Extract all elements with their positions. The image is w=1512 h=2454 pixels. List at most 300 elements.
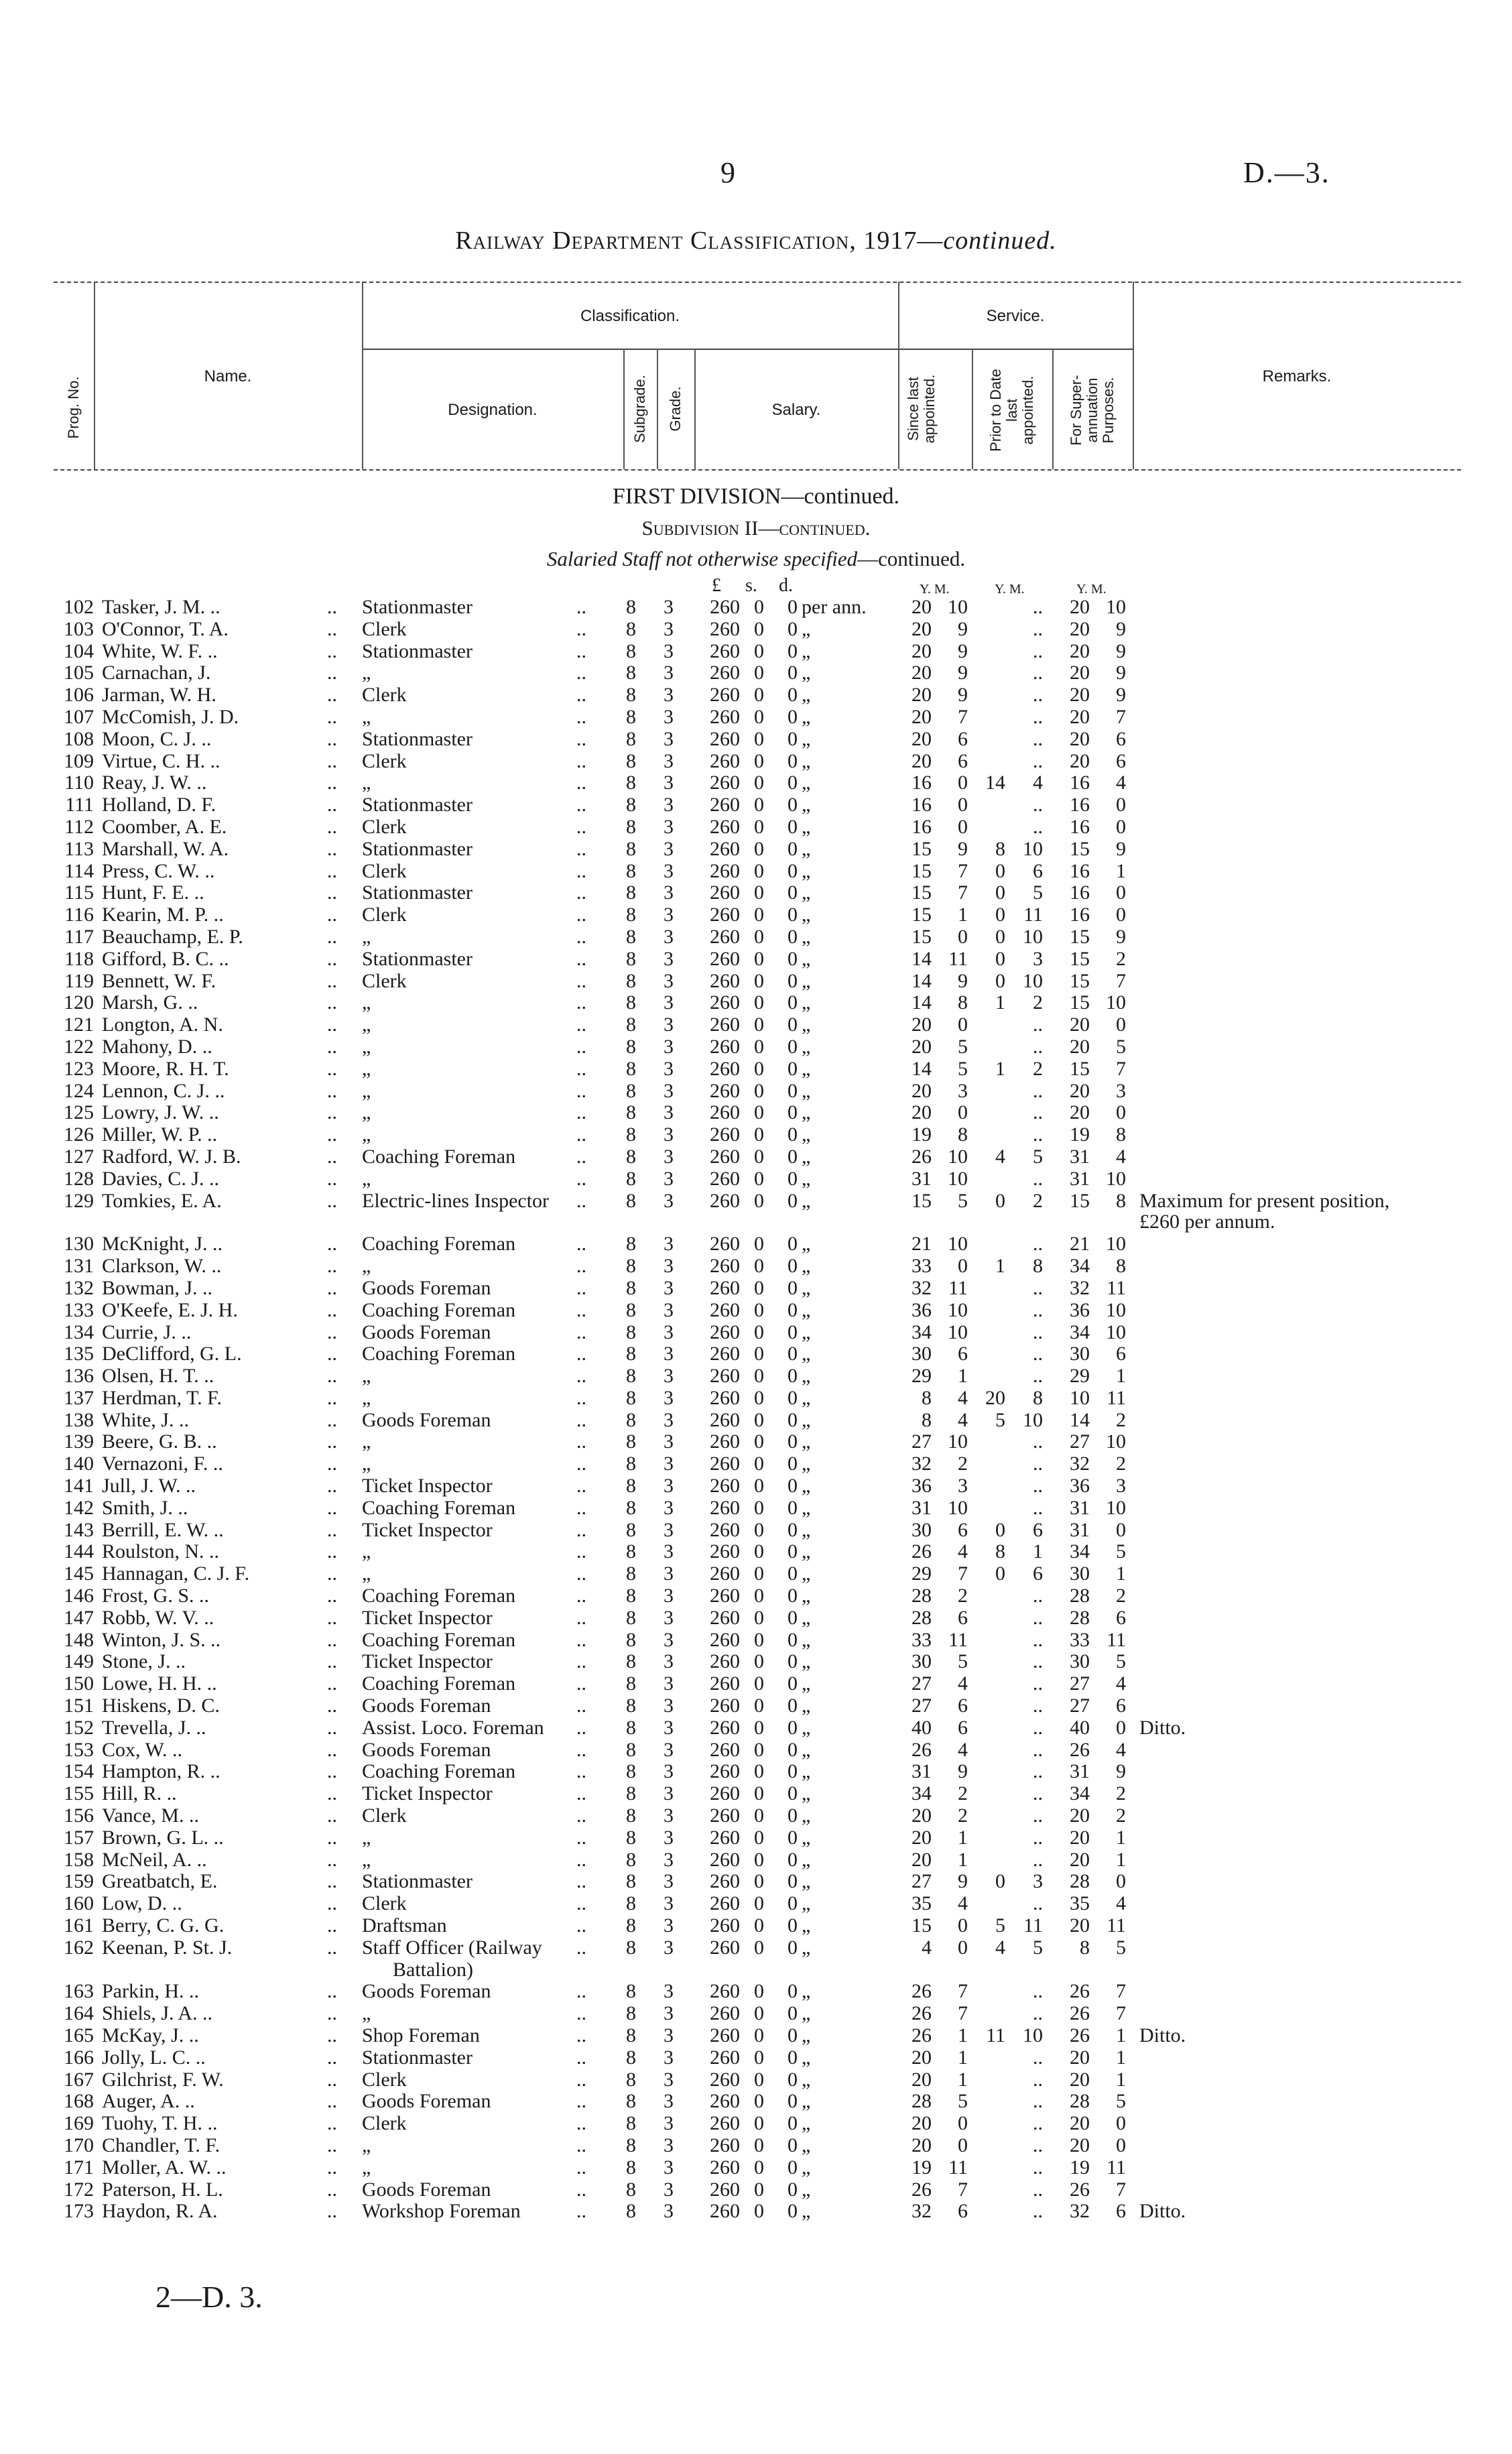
row-salary-per: „ xyxy=(802,1408,811,1431)
row-prog-no: 167 xyxy=(64,2068,94,2091)
row-super-months: 0 xyxy=(1116,1014,1126,1036)
row-leader: .. xyxy=(576,1870,586,1893)
table-row xyxy=(0,1475,1512,1497)
row-designation: „ xyxy=(362,1035,371,1058)
row-designation: Goods Foreman xyxy=(362,2178,491,2201)
row-grade: 3 xyxy=(664,1980,674,2003)
row-leader: .. xyxy=(576,1585,586,1607)
row-salary-pence: 0 xyxy=(788,2002,798,2025)
row-prior-months: 11 xyxy=(1023,1914,1043,1937)
row-salary-shillings: 0 xyxy=(754,881,764,904)
row-super-months: 4 xyxy=(1116,772,1126,794)
row-since-years: 32 xyxy=(911,2200,932,2223)
row-salary-pence: 0 xyxy=(788,1606,798,1629)
row-salary-per: „ xyxy=(802,1585,811,1607)
row-super-years: 19 xyxy=(1070,2156,1090,2179)
row-since-years: 20 xyxy=(911,617,932,640)
table-row xyxy=(0,1014,1512,1036)
row-prog-no: 143 xyxy=(64,1518,94,1541)
row-prior-months: 10 xyxy=(1023,969,1043,992)
row-name: O'Keefe, E. J. H. xyxy=(102,1298,238,1321)
row-salary-pence: 0 xyxy=(788,1695,798,1717)
row-salary-shillings: 0 xyxy=(754,1716,764,1739)
table-row xyxy=(0,597,1512,619)
row-prog-no: 137 xyxy=(64,1386,94,1409)
row-prog-no: 149 xyxy=(64,1650,94,1673)
row-salary-per: „ xyxy=(802,1650,811,1673)
table-row xyxy=(0,1585,1512,1607)
row-prior-years: 4 xyxy=(995,1145,1005,1168)
row-salary-pounds: 260 xyxy=(710,1980,740,2003)
row-name: Jull, J. W. .. xyxy=(102,1475,196,1497)
row-salary-pounds: 260 xyxy=(710,1453,740,1475)
row-leader: .. xyxy=(576,2156,586,2179)
row-prog-no: 126 xyxy=(64,1123,94,1146)
row-grade: 3 xyxy=(664,2068,674,2091)
row-salary-pence: 0 xyxy=(788,1936,798,1959)
row-salary-shillings: 0 xyxy=(754,1321,764,1343)
row-since-months: 9 xyxy=(958,1760,968,1783)
row-prior-months: 11 xyxy=(1023,904,1043,926)
row-prior-months: .. xyxy=(1033,1606,1043,1629)
row-designation: „ xyxy=(362,2156,371,2179)
row-super-months: 7 xyxy=(1116,1057,1126,1080)
table-row xyxy=(0,1761,1512,1783)
row-leader: .. xyxy=(576,1496,586,1519)
row-leader: .. xyxy=(576,1475,586,1497)
row-grade: 3 xyxy=(664,1035,674,1058)
row-super-months: 2 xyxy=(1116,1453,1126,1475)
row-leader: .. xyxy=(327,2178,337,2201)
row-salary-pounds: 260 xyxy=(710,2090,740,2113)
row-subgrade: 8 xyxy=(626,1079,636,1102)
row-leader: .. xyxy=(576,1804,586,1827)
table-row xyxy=(0,1233,1512,1255)
row-super-years: 15 xyxy=(1070,1057,1090,1080)
row-super-years: 26 xyxy=(1070,2178,1090,2201)
row-salary-pounds: 260 xyxy=(710,617,740,640)
row-super-months: 10 xyxy=(1106,1496,1126,1519)
row-salary-per: „ xyxy=(802,1343,811,1365)
row-subgrade: 8 xyxy=(626,1980,636,2003)
row-grade: 3 xyxy=(664,837,674,860)
row-since-months: 1 xyxy=(958,2046,968,2069)
row-leader: .. xyxy=(327,1826,337,1849)
row-salary-pounds: 260 xyxy=(710,1321,740,1343)
row-salary-per: „ xyxy=(802,1826,811,1849)
row-designation: „ xyxy=(362,1386,371,1409)
row-name: Jarman, W. H. xyxy=(102,684,216,707)
row-since-months: 10 xyxy=(948,1430,968,1453)
row-prior-months: .. xyxy=(1033,2178,1043,2201)
row-prog-no: 173 xyxy=(64,2200,94,2223)
row-leader: .. xyxy=(327,1475,337,1497)
row-super-years: 16 xyxy=(1070,772,1090,794)
unit-pounds: £ xyxy=(712,575,721,596)
table-row xyxy=(0,1388,1512,1410)
row-leader: .. xyxy=(576,2178,586,2201)
table-row xyxy=(0,1937,1512,1959)
row-subgrade: 8 xyxy=(626,1321,636,1343)
row-leader: .. xyxy=(327,705,337,728)
row-salary-per: „ xyxy=(802,1628,811,1651)
row-prior-months: .. xyxy=(1033,1695,1043,1717)
row-salary-shillings: 0 xyxy=(754,1145,764,1168)
row-subgrade: 8 xyxy=(626,1738,636,1761)
row-prior-months: .. xyxy=(1033,1298,1043,1321)
row-prior-years: 1 xyxy=(995,1255,1005,1278)
row-grade: 3 xyxy=(664,749,674,772)
row-super-years: 19 xyxy=(1070,1123,1090,1146)
row-salary-pounds: 260 xyxy=(710,1562,740,1585)
staff-table-body xyxy=(0,597,1512,2223)
row-designation: Stationmaster xyxy=(362,947,472,970)
table-row xyxy=(0,926,1512,948)
row-salary-pounds: 260 xyxy=(710,684,740,707)
row-salary-pounds: 260 xyxy=(710,815,740,838)
row-super-years: 34 xyxy=(1070,1321,1090,1343)
row-prog-no: 116 xyxy=(64,904,94,926)
row-grade: 3 xyxy=(664,1848,674,1871)
header-prog-no: Prog. No. xyxy=(65,376,82,439)
row-salary-per: „ xyxy=(802,1365,811,1388)
row-leader: .. xyxy=(327,1540,337,1563)
table-row xyxy=(0,1497,1512,1520)
row-leader: .. xyxy=(327,1848,337,1871)
row-name: McNeil, A. .. xyxy=(102,1848,207,1871)
row-grade: 3 xyxy=(664,1540,674,1563)
row-designation: „ xyxy=(362,2002,371,2025)
row-prior-months: .. xyxy=(1033,1101,1043,1124)
row-super-months: 10 xyxy=(1106,1321,1126,1343)
row-super-months: 9 xyxy=(1116,1760,1126,1783)
row-salary-pence: 0 xyxy=(788,1145,798,1168)
row-prior-months: .. xyxy=(1033,1760,1043,1783)
row-leader: .. xyxy=(576,881,586,904)
footer-signature: 2—D. 3. xyxy=(155,2280,263,2314)
row-salary-pounds: 260 xyxy=(710,2112,740,2135)
row-prior-years: 5 xyxy=(995,1914,1005,1937)
row-subgrade: 8 xyxy=(626,1343,636,1365)
row-salary-pounds: 260 xyxy=(710,1650,740,1673)
row-grade: 3 xyxy=(664,1672,674,1695)
row-leader: .. xyxy=(576,904,586,926)
row-since-months: 8 xyxy=(958,1123,968,1146)
row-salary-per: „ xyxy=(802,1145,811,1168)
row-salary-shillings: 0 xyxy=(754,1804,764,1827)
row-super-months: 11 xyxy=(1107,1276,1126,1299)
row-super-months: 4 xyxy=(1116,1892,1126,1915)
row-designation: „ xyxy=(362,1848,371,1871)
row-since-years: 29 xyxy=(911,1562,932,1585)
row-subgrade: 8 xyxy=(626,1672,636,1695)
row-since-months: 6 xyxy=(958,1343,968,1365)
row-name: Auger, A. .. xyxy=(102,2090,195,2113)
row-since-months: 10 xyxy=(948,1298,968,1321)
row-salary-per: „ xyxy=(802,2200,811,2223)
row-salary-shillings: 0 xyxy=(754,1518,764,1541)
row-salary-pounds: 260 xyxy=(710,1276,740,1299)
row-designation: Ticket Inspector xyxy=(362,1782,493,1805)
row-prog-no: 120 xyxy=(64,991,94,1014)
row-salary-shillings: 0 xyxy=(754,1606,764,1629)
row-designation: Electric-lines Inspector xyxy=(362,1189,550,1212)
row-since-years: 28 xyxy=(911,2090,932,2113)
row-subgrade: 8 xyxy=(626,2134,636,2156)
row-name: Lowe, H. H. .. xyxy=(102,1672,217,1695)
row-salary-pence: 0 xyxy=(788,1123,798,1146)
row-salary-per: „ xyxy=(802,1518,811,1541)
row-subgrade: 8 xyxy=(626,1585,636,1607)
row-designation: Ticket Inspector xyxy=(362,1518,493,1541)
row-leader: .. xyxy=(327,1123,337,1146)
row-leader: .. xyxy=(576,1408,586,1431)
row-since-years: 28 xyxy=(911,1585,932,1607)
table-row xyxy=(0,1431,1512,1453)
row-designation: Clerk xyxy=(362,749,407,772)
row-salary-per: „ xyxy=(802,2178,811,2201)
row-salary-pence: 0 xyxy=(788,1298,798,1321)
row-grade: 3 xyxy=(664,2156,674,2179)
row-designation: „ xyxy=(362,1101,371,1124)
row-since-months: 0 xyxy=(958,2112,968,2135)
table-row xyxy=(0,751,1512,773)
row-prior-years: 0 xyxy=(995,881,1005,904)
row-prog-no: 169 xyxy=(64,2112,94,2135)
table-row xyxy=(0,684,1512,707)
row-salary-shillings: 0 xyxy=(754,2090,764,2113)
row-super-months: 0 xyxy=(1116,2112,1126,2135)
row-prog-no: 136 xyxy=(64,1365,94,1388)
row-salary-per: „ xyxy=(802,1892,811,1915)
row-designation: „ xyxy=(362,1057,371,1080)
row-name: Berry, C. G. G. xyxy=(102,1914,225,1937)
row-salary-pence: 0 xyxy=(788,904,798,926)
unit-ym-since: Y. M. xyxy=(920,582,950,597)
row-subgrade: 8 xyxy=(626,1695,636,1717)
row-since-months: 7 xyxy=(958,1562,968,1585)
row-super-years: 14 xyxy=(1070,1408,1090,1431)
row-prog-no: 141 xyxy=(64,1475,94,1497)
row-grade: 3 xyxy=(664,1475,674,1497)
row-since-years: 26 xyxy=(911,2178,932,2201)
row-salary-pounds: 260 xyxy=(710,1057,740,1080)
table-row xyxy=(0,2003,1512,2025)
row-super-months: 2 xyxy=(1116,947,1126,970)
row-super-years: 20 xyxy=(1070,1804,1090,1827)
row-name: McComish, J. D. xyxy=(102,705,239,728)
row-super-months: 2 xyxy=(1116,1585,1126,1607)
row-since-years: 15 xyxy=(911,1189,932,1212)
table-row xyxy=(0,839,1512,861)
row-leader: .. xyxy=(327,1518,337,1541)
row-designation: Clerk xyxy=(362,815,407,838)
row-salary-shillings: 0 xyxy=(754,815,764,838)
row-leader: .. xyxy=(576,705,586,728)
table-row xyxy=(0,729,1512,751)
header-classification: Classification. xyxy=(580,307,680,325)
row-prior-years: 14 xyxy=(985,772,1005,794)
row-prior-months: .. xyxy=(1033,1716,1043,1739)
row-designation: Stationmaster xyxy=(362,794,472,816)
table-row xyxy=(0,1124,1512,1146)
row-name: Smith, J. .. xyxy=(102,1496,188,1519)
row-salary-per: „ xyxy=(802,1475,811,1497)
row-designation: Clerk xyxy=(362,859,407,882)
row-designation-continued: Battalion) xyxy=(393,1958,473,1981)
row-subgrade: 8 xyxy=(626,1892,636,1915)
row-name: Herdman, T. F. xyxy=(102,1386,222,1409)
row-salary-shillings: 0 xyxy=(754,1365,764,1388)
row-salary-pounds: 260 xyxy=(710,1870,740,1893)
row-salary-shillings: 0 xyxy=(754,969,764,992)
row-salary-per: „ xyxy=(802,2068,811,2091)
row-grade: 3 xyxy=(664,925,674,948)
row-subgrade: 8 xyxy=(626,1167,636,1190)
row-since-months: 2 xyxy=(958,1804,968,1827)
row-salary-pounds: 260 xyxy=(710,727,740,750)
table-row xyxy=(0,1717,1512,1739)
row-super-months: 0 xyxy=(1116,1101,1126,1124)
row-leader: .. xyxy=(576,925,586,948)
row-salary-pounds: 260 xyxy=(710,1386,740,1409)
row-name: Reay, J. W. .. xyxy=(102,772,207,794)
row-leader: .. xyxy=(327,1408,337,1431)
row-prior-months: .. xyxy=(1033,705,1043,728)
row-since-years: 30 xyxy=(911,1343,932,1365)
row-subgrade: 8 xyxy=(626,2068,636,2091)
row-subgrade: 8 xyxy=(626,1606,636,1629)
row-designation: „ xyxy=(362,1430,371,1453)
row-salary-pence: 0 xyxy=(788,749,798,772)
row-since-years: 15 xyxy=(911,904,932,926)
row-super-months: 7 xyxy=(1116,969,1126,992)
row-designation: Coaching Foreman xyxy=(362,1585,516,1607)
row-since-years: 20 xyxy=(911,2134,932,2156)
row-designation: „ xyxy=(362,1540,371,1563)
row-grade: 3 xyxy=(664,1562,674,1585)
row-since-months: 9 xyxy=(958,684,968,707)
row-since-years: 15 xyxy=(911,881,932,904)
row-leader: .. xyxy=(327,859,337,882)
row-prog-no: 104 xyxy=(64,639,94,662)
table-row xyxy=(0,1673,1512,1695)
row-prior-months: .. xyxy=(1033,794,1043,816)
row-super-months: 10 xyxy=(1106,1233,1126,1255)
row-salary-pounds: 260 xyxy=(710,1408,740,1431)
row-name: Tasker, J. M. .. xyxy=(102,596,220,618)
table-row xyxy=(0,2201,1512,2223)
row-prior-months: 5 xyxy=(1033,1936,1043,1959)
row-salary-per: „ xyxy=(802,925,811,948)
row-salary-shillings: 0 xyxy=(754,1870,764,1893)
row-leader: .. xyxy=(576,794,586,816)
document-reference: D.—3. xyxy=(1243,156,1330,189)
row-grade: 3 xyxy=(664,662,674,684)
row-since-years: 20 xyxy=(911,749,932,772)
row-prog-no: 112 xyxy=(64,815,94,838)
row-since-months: 4 xyxy=(958,1408,968,1431)
row-prog-no: 111 xyxy=(65,794,94,816)
row-super-months: 5 xyxy=(1116,2090,1126,2113)
row-super-years: 26 xyxy=(1070,1738,1090,1761)
row-super-months: 9 xyxy=(1116,925,1126,948)
row-salary-pounds: 260 xyxy=(710,1475,740,1497)
row-subgrade: 8 xyxy=(626,1782,636,1805)
row-leader: .. xyxy=(576,727,586,750)
row-designation: „ xyxy=(362,705,371,728)
table-row xyxy=(0,882,1512,904)
row-name: Greatbatch, E. xyxy=(102,1870,218,1893)
row-salary-pence: 0 xyxy=(788,727,798,750)
row-since-years: 20 xyxy=(911,2046,932,2069)
row-grade: 3 xyxy=(664,2090,674,2113)
table-row xyxy=(0,1168,1512,1190)
row-designation: Draftsman xyxy=(362,1914,447,1937)
row-leader: .. xyxy=(576,1167,586,1190)
row-subgrade: 8 xyxy=(626,1562,636,1585)
row-since-years: 32 xyxy=(911,1276,932,1299)
table-row xyxy=(0,772,1512,794)
row-leader: .. xyxy=(327,596,337,618)
row-super-years: 20 xyxy=(1070,749,1090,772)
row-salary-pounds: 260 xyxy=(710,947,740,970)
row-leader: .. xyxy=(327,1035,337,1058)
row-super-years: 30 xyxy=(1070,1562,1090,1585)
row-salary-shillings: 0 xyxy=(754,1343,764,1365)
row-designation: Staff Officer (Railway xyxy=(362,1936,542,1959)
row-salary-pounds: 260 xyxy=(710,1892,740,1915)
row-designation: „ xyxy=(362,1167,371,1190)
row-prior-years: 0 xyxy=(995,1518,1005,1541)
row-salary-pence: 0 xyxy=(788,1101,798,1124)
row-super-months: 1 xyxy=(1116,2068,1126,2091)
row-prior-months: .. xyxy=(1033,2112,1043,2135)
row-designation: Clerk xyxy=(362,969,407,992)
row-super-years: 20 xyxy=(1070,2112,1090,2135)
row-since-months: 7 xyxy=(958,859,968,882)
row-prior-months: .. xyxy=(1033,2068,1043,2091)
row-prog-no: 152 xyxy=(64,1716,94,1739)
row-designation: „ xyxy=(362,1453,371,1475)
row-prior-months: .. xyxy=(1033,1496,1043,1519)
row-salary-shillings: 0 xyxy=(754,2002,764,2025)
row-salary-shillings: 0 xyxy=(754,1233,764,1255)
row-subgrade: 8 xyxy=(626,662,636,684)
unit-pence: d. xyxy=(779,575,793,596)
row-salary-pence: 0 xyxy=(788,1870,798,1893)
header-remarks: Remarks. xyxy=(1262,367,1332,385)
table-row-continuation xyxy=(0,1959,1512,1981)
row-salary-shillings: 0 xyxy=(754,1628,764,1651)
row-since-years: 20 xyxy=(911,1035,932,1058)
row-designation: Clerk xyxy=(362,2068,407,2091)
row-super-months: 0 xyxy=(1116,815,1126,838)
row-since-years: 4 xyxy=(922,1936,932,1959)
row-grade: 3 xyxy=(664,1321,674,1343)
unit-ym-super: Y. M. xyxy=(1076,582,1107,597)
row-name: Berrill, E. W. .. xyxy=(102,1518,224,1541)
row-super-years: 26 xyxy=(1070,2002,1090,2025)
row-super-months: 9 xyxy=(1116,684,1126,707)
row-since-years: 19 xyxy=(911,1123,932,1146)
row-prior-months: .. xyxy=(1033,1014,1043,1036)
row-prog-no: 170 xyxy=(64,2134,94,2156)
table-row xyxy=(0,2179,1512,2201)
row-grade: 3 xyxy=(664,1145,674,1168)
table-row xyxy=(0,1255,1512,1278)
row-prior-months: .. xyxy=(1033,749,1043,772)
